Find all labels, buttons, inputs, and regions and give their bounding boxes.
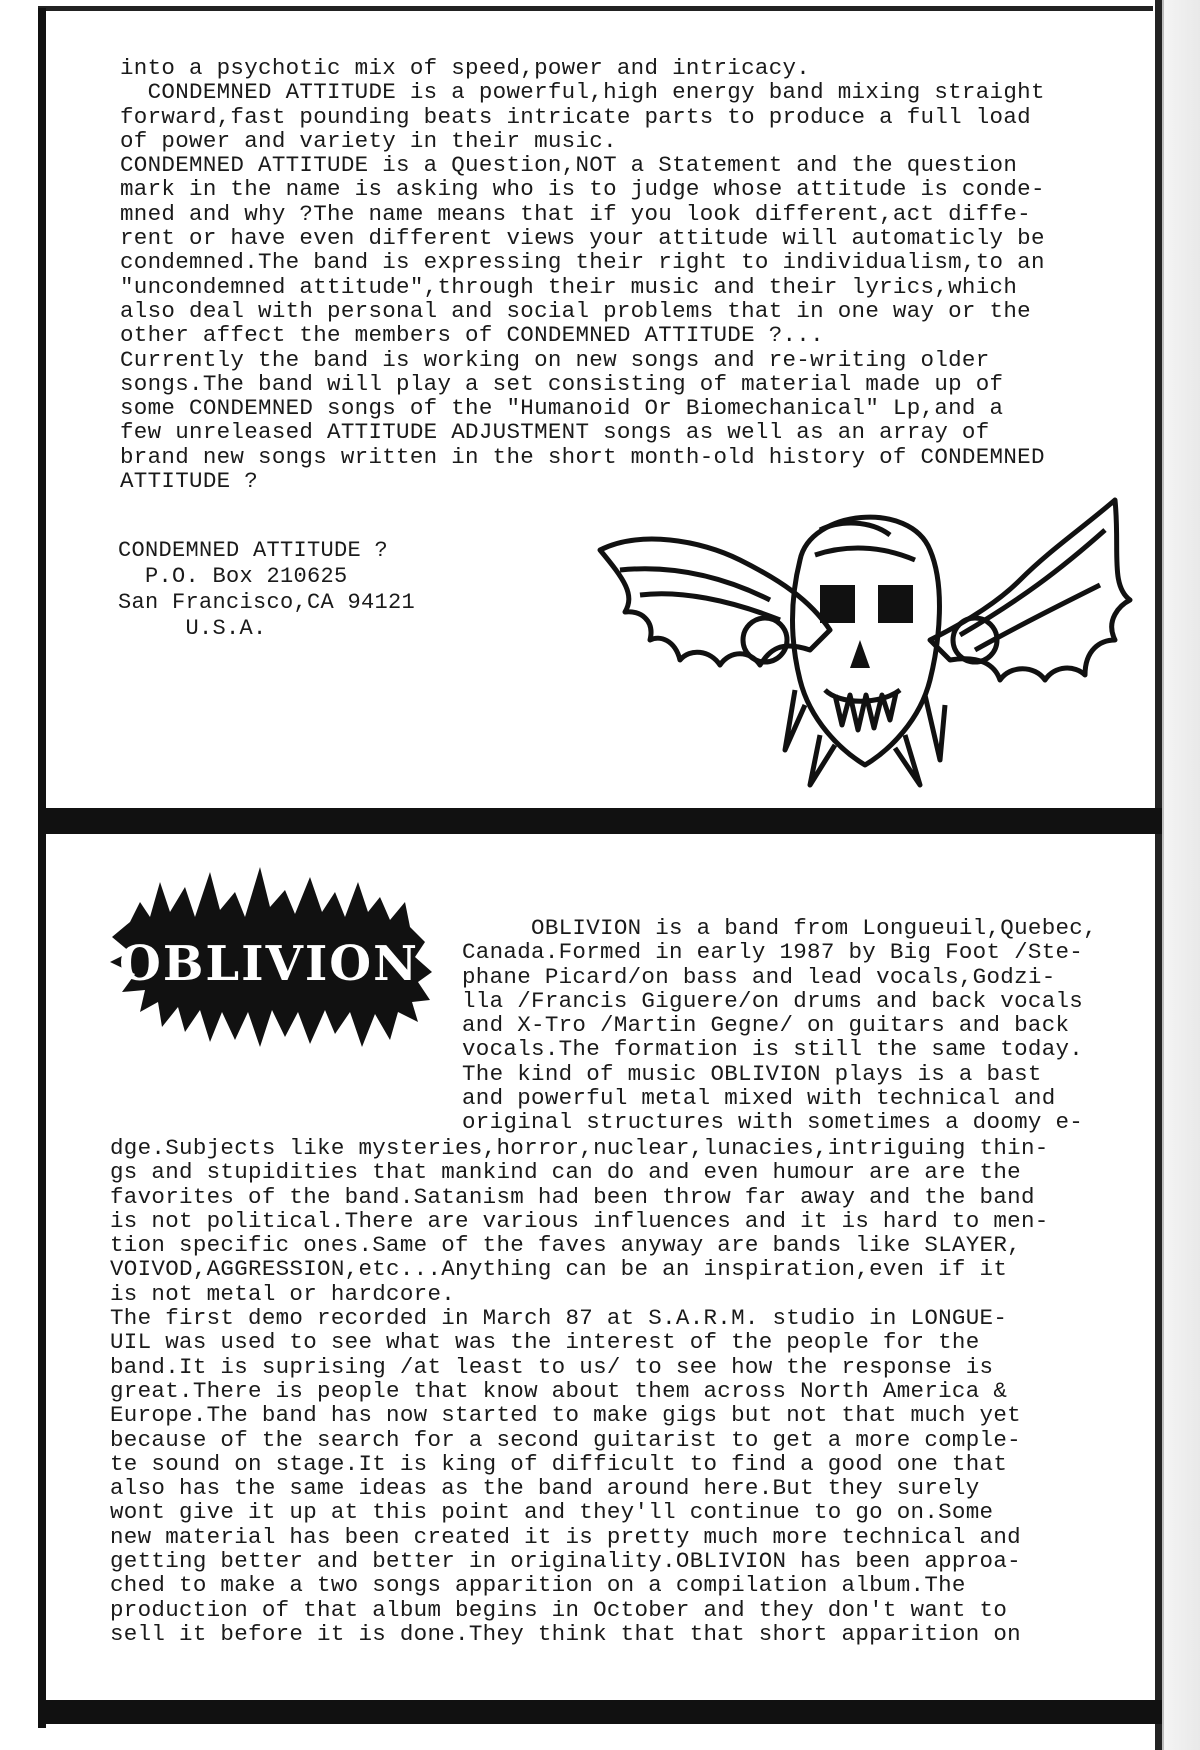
text-line: and powerful metal mixed with technical and [462,1085,1056,1112]
text-line: Canada.Formed in early 1987 by Big Foot /Ste- [462,939,1084,966]
text-line: and X-Tro /Martin Gegne/ on guitars and back [462,1012,1070,1039]
oblivion-intro-text [462,916,1097,1135]
text-line: forward,fast pounding beats intricate parts to produce a full load [120,103,1031,130]
oblivion-logo [100,862,438,1052]
text-line: The first demo recorded in March 87 at S.A.R.M. studio in LONGUE- [110,1305,1008,1332]
page-left-edge [38,8,46,1728]
address-line: P.O. Box 210625 [118,564,348,589]
text-line: favorites of the band.Satanism had been throw far away and the band [110,1183,1035,1210]
text-line: ched to make a two songs apparition on a compilation album.The [110,1572,966,1599]
text-line: also deal with personal and social problems that in one way or the [120,297,1031,324]
text-line: UIL was used to see what was the interest of the people for the [110,1329,980,1356]
text-line: The kind of music OBLIVION plays is a bast [462,1060,1042,1087]
text-line: other affect the members of CONDEMNED ATTITUDE ?... [120,322,824,349]
text-line: "uncondemned attitude",through their music and their lyrics,which [120,273,1018,300]
text-line: lla /Francis Giguere/on drums and back vocals [462,987,1084,1014]
winged-skull-illustration [580,490,1135,790]
text-line: few unreleased ATTITUDE ADJUSTMENT songs as well as an array of [120,419,990,446]
text-line: production of that album begins in October and they don't want to [110,1596,1008,1623]
text-line: phane Picard/on bass and lead vocals,Godzi- [462,963,1056,990]
text-line: getting better and better in originality.OBLIVION has been approa- [110,1548,1021,1575]
text-line: sell it before it is done.They think that that short apparition on [110,1620,1021,1647]
text-line: OBLIVION is a band from Longueuil,Quebec, [462,915,1097,941]
section-divider [38,808,1162,834]
text-line: CONDEMNED ATTITUDE is a powerful,high energy band mixing straight [120,79,1045,106]
page-top-edge [38,6,1153,11]
text-line: into a psychotic mix of speed,power and intricacy. [120,55,811,81]
text-line: of power and variety in their music. [120,127,617,154]
text-line: rent or have even different views your attitude will automaticly be [120,225,1045,252]
address-line: U.S.A. [118,616,267,641]
oblivion-body-text [110,1136,1049,1646]
text-line: some CONDEMNED songs of the "Humanoid Or Biomechanical" Lp,and a [120,395,1004,422]
text-line: songs.The band will play a set consisting of material made up of [120,370,1004,397]
text-line: Europe.The band has now started to make gigs but not that much yet [110,1402,1021,1429]
text-line: gs and stupidities that mankind can do and even humour are are the [110,1159,1021,1186]
text-line: te sound on stage.It is king of difficult to find a good one that [110,1450,1008,1477]
text-line: ATTITUDE ? [120,468,259,495]
text-line: condemned.The band is expressing their right to individualism,to an [120,249,1045,276]
text-line: mned and why ?The name means that if you look different,act diffe- [120,200,1031,227]
bottom-bar [38,1700,1162,1724]
text-line: Currently the band is working on new songs and re-writing older [120,346,990,373]
oblivion-logo-text: OBLIVION [119,936,419,992]
text-line: original structures with sometimes a doomy e- [462,1109,1084,1136]
adjacent-page-strip [1162,0,1200,1750]
text-line: dge.Subjects like mysteries,horror,nuclear,lunacies,intriguing thin- [110,1135,1049,1161]
text-line: vocals.The formation is still the same today. [462,1036,1084,1063]
text-line: is not metal or hardcore. [110,1280,456,1307]
text-line: great.There is people that know about them across North America & [110,1377,1008,1404]
address-line: CONDEMNED ATTITUDE ? [118,538,389,563]
address-line: San Francisco,CA 94121 [118,590,416,615]
text-line: band.It is suprising /at least to us/ to see how the response is [110,1353,994,1380]
text-line: mark in the name is asking who is to judge whose attitude is conde- [120,176,1045,203]
text-line: tion specific ones.Same of the faves anyway are bands like SLAYER, [110,1232,1021,1259]
text-line: also has the same ideas as the band around here.But they surely [110,1475,980,1502]
text-line: CONDEMNED ATTITUDE is a Question,NOT a Statement and the question [120,152,1018,179]
text-line: is not political.There are various influences and it is hard to men- [110,1207,1049,1234]
text-line: brand new songs written in the short month-old history of CONDEMNED [120,443,1045,470]
condemned-attitude-text [120,56,1045,493]
text-line: because of the search for a second guitarist to get a more comple- [110,1426,1021,1453]
text-line: new material has been created it is pretty much more technical and [110,1523,1021,1550]
text-line: VOIVOD,AGGRESSION,etc...Anything can be an inspiration,even if it [110,1256,1008,1283]
text-line: wont give it up at this point and they'll continue to go on.Some [110,1499,994,1526]
band-address [118,538,415,642]
